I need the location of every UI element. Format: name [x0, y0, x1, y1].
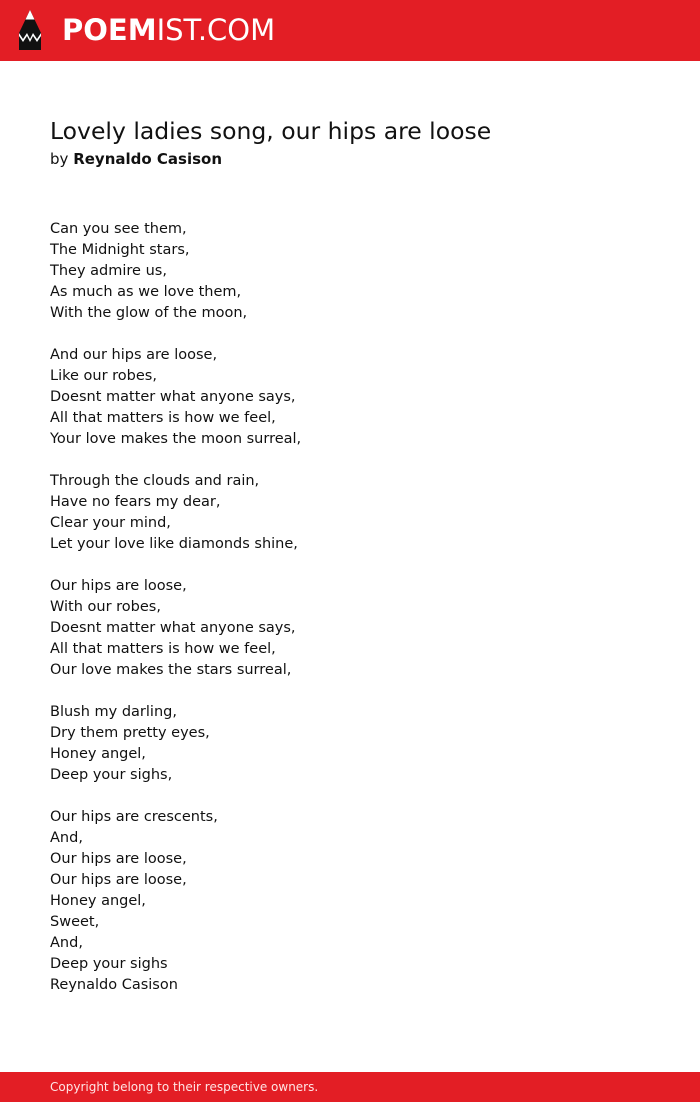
site-logo-text[interactable]	[62, 10, 275, 50]
poem-line: Clear your mind,	[50, 515, 171, 531]
poem-line: And,	[50, 935, 83, 951]
poem-line: Our hips are loose,	[50, 872, 187, 888]
poem-line: As much as we love them,	[50, 284, 242, 300]
poem-line: Have no fears my dear,	[50, 494, 221, 510]
poem-line: Our love makes the stars surreal,	[50, 662, 292, 678]
poem-stanza	[50, 219, 650, 324]
poem-stanza	[50, 345, 650, 450]
poem-line: All that matters is how we feel,	[50, 641, 276, 657]
poem-line: Deep your sighs	[50, 956, 168, 972]
poem-line: And our hips are loose,	[50, 347, 218, 363]
poem-line: Deep your sighs,	[50, 767, 173, 783]
poem-stanza	[50, 576, 650, 681]
poem-line: Reynaldo Casison	[50, 977, 178, 993]
poem-line: They admire us,	[50, 263, 167, 279]
site-footer	[0, 1072, 700, 1102]
poem-line: Sweet,	[50, 914, 100, 930]
poem-line: Honey angel,	[50, 893, 146, 909]
poem-stanza	[50, 471, 650, 555]
poem-line: Doesnt matter what anyone says,	[50, 389, 296, 405]
poem-line: Our hips are crescents,	[50, 809, 218, 825]
brand-light: IST.COM	[156, 13, 276, 47]
poem-line: Our hips are loose,	[50, 851, 187, 867]
poem-line: Doesnt matter what anyone says,	[50, 620, 296, 636]
poem-line: And,	[50, 830, 83, 846]
poem-line: Let your love like diamonds shine,	[50, 536, 298, 552]
poem-line: Dry them pretty eyes,	[50, 725, 210, 741]
poem-stanza	[50, 702, 650, 786]
poem-line: Blush my darling,	[50, 704, 177, 720]
poem-line: Like our robes,	[50, 368, 157, 384]
poem-line: With our robes,	[50, 599, 161, 615]
by-label: by	[50, 150, 69, 168]
poem-line: Can you see them,	[50, 221, 187, 237]
poem-line: With the glow of the moon,	[50, 305, 248, 321]
poem-byline	[50, 149, 222, 169]
poem-line: All that matters is how we feel,	[50, 410, 276, 426]
site-header	[0, 0, 700, 61]
poem-title: Lovely ladies song, our hips are loose	[50, 117, 492, 145]
poem-line: Your love makes the moon surreal,	[50, 431, 302, 447]
author-name: Reynaldo Casison	[73, 150, 223, 168]
poem-line: The Midnight stars,	[50, 242, 190, 258]
poem-stanza	[50, 807, 650, 996]
poem-body	[50, 219, 650, 1017]
poem-line: Our hips are loose,	[50, 578, 187, 594]
brand-strong: POEM	[62, 13, 157, 47]
copyright-text: Copyright belong to their respective owners.	[50, 1080, 319, 1094]
pencil-tip-icon[interactable]	[17, 9, 43, 51]
poem-line: Through the clouds and rain,	[50, 473, 260, 489]
poem-line: Honey angel,	[50, 746, 146, 762]
